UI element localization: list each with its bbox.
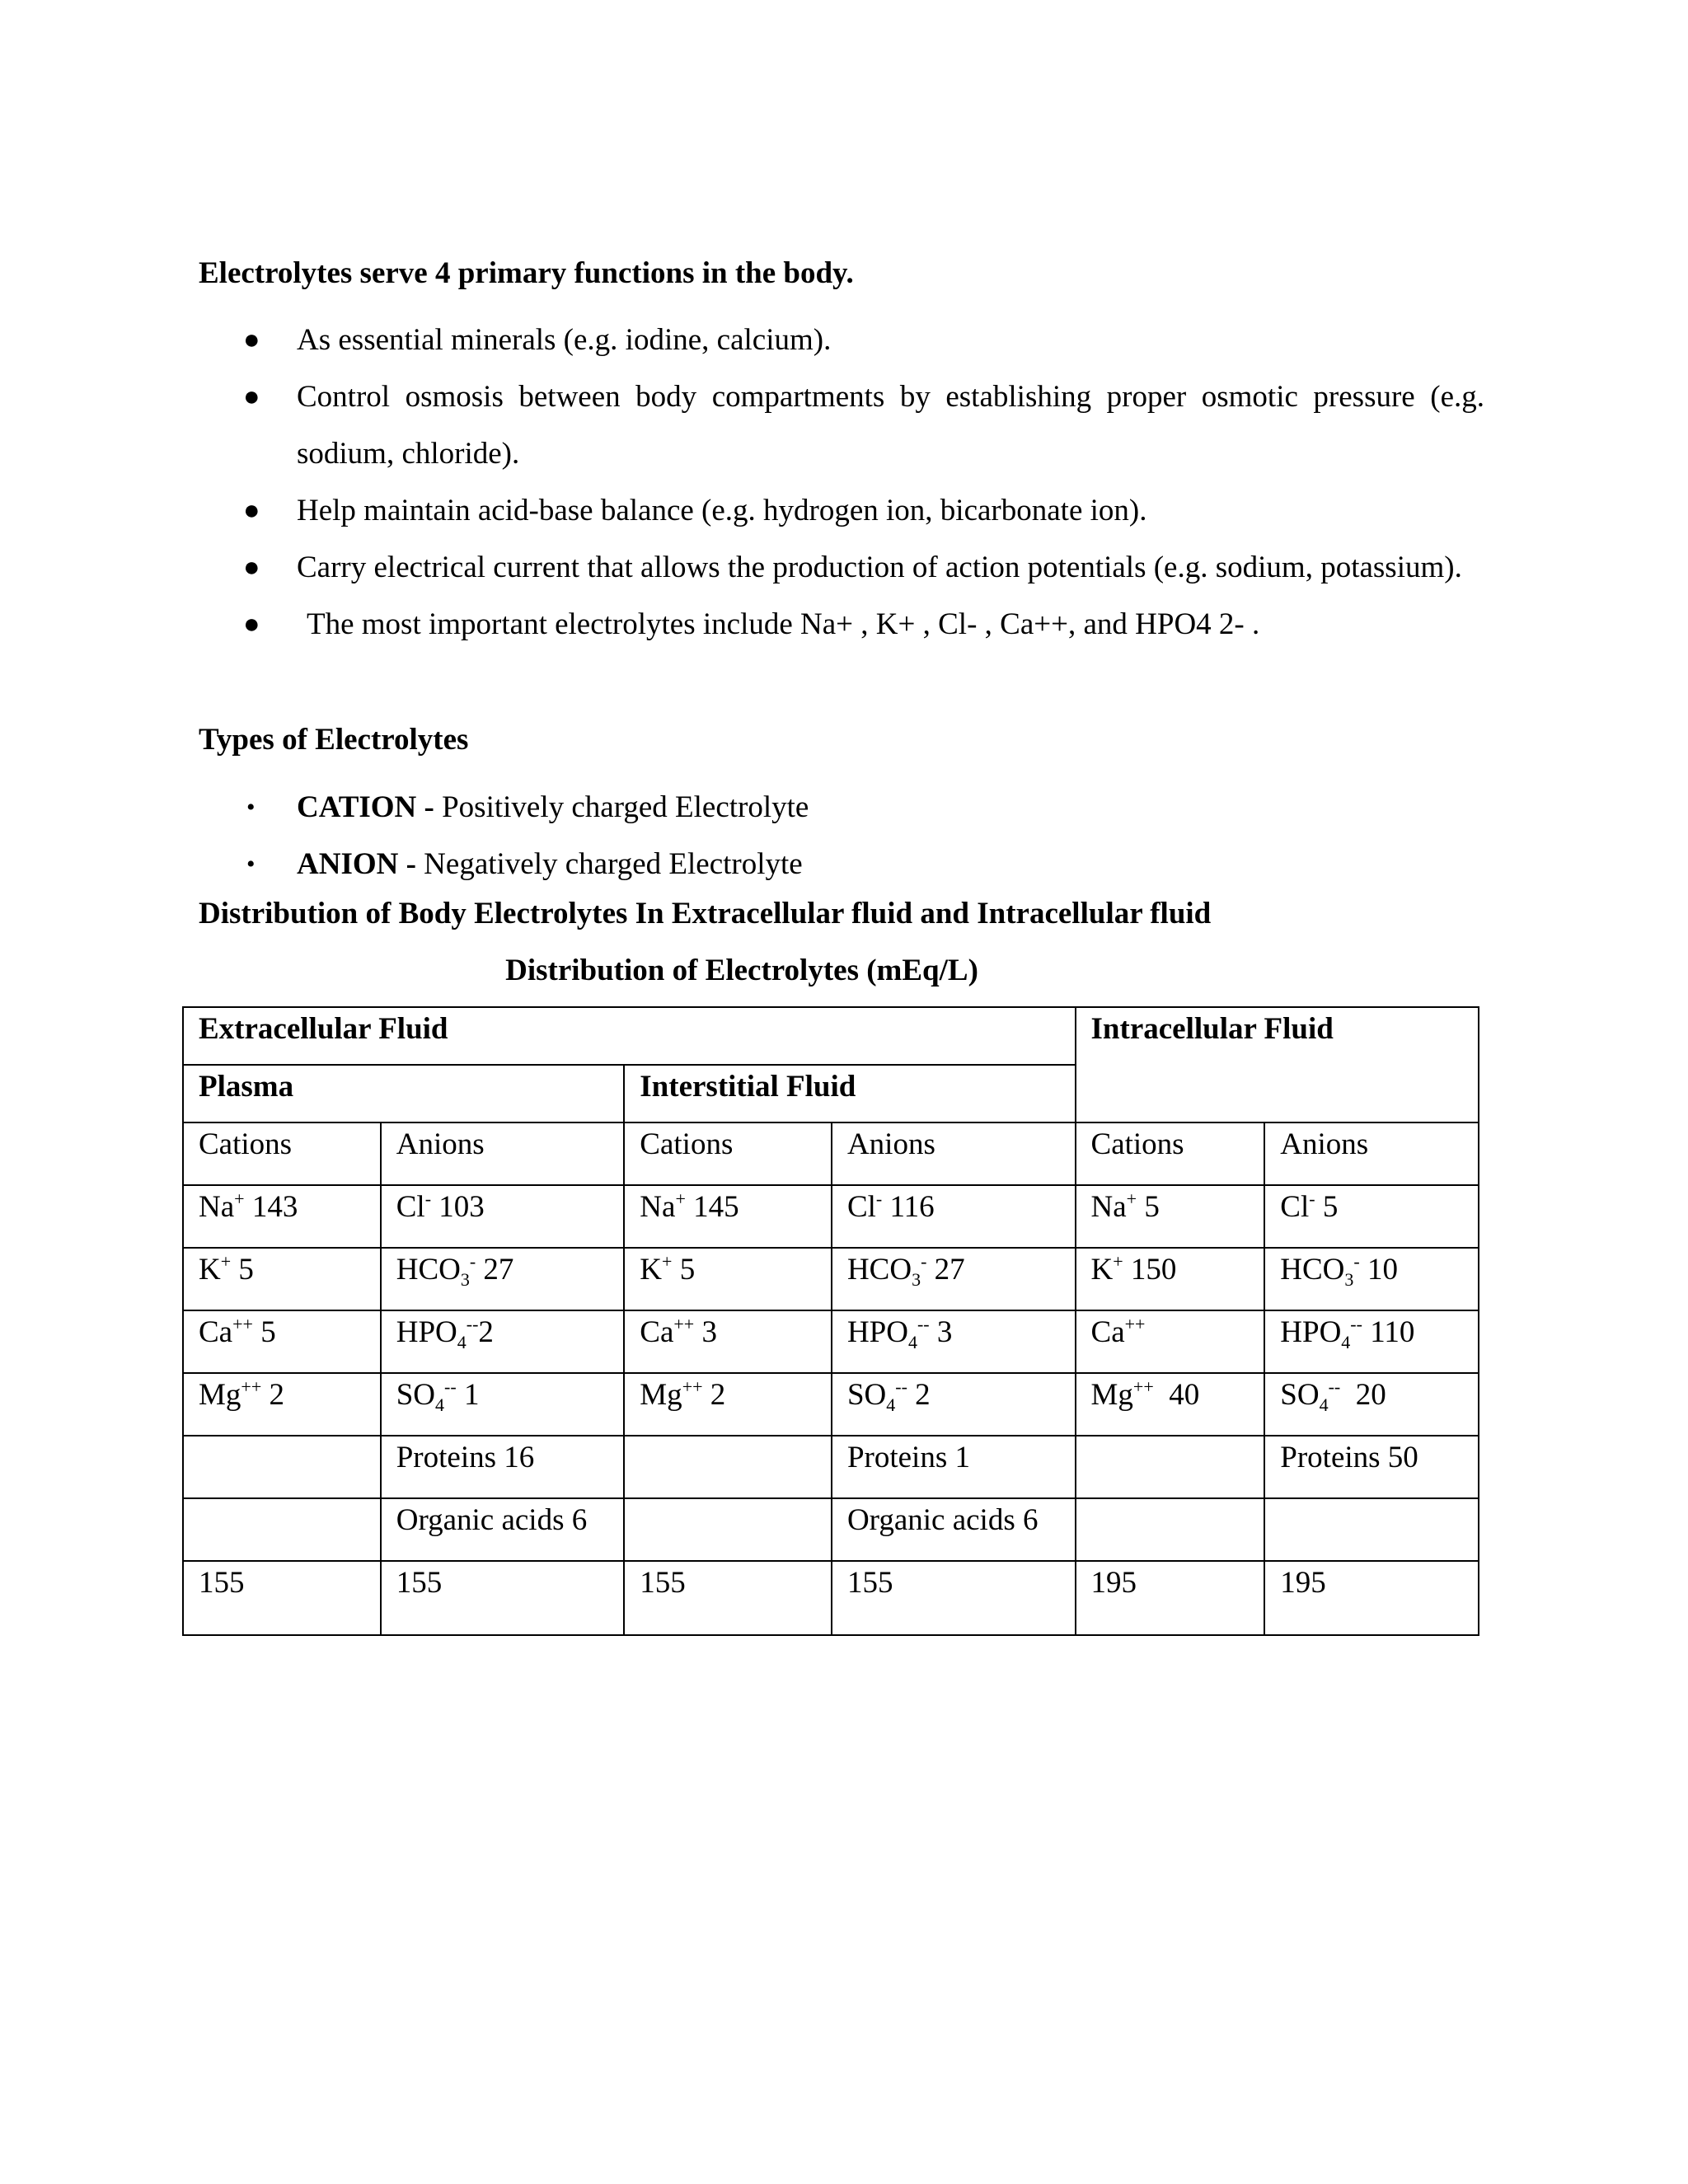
table-cell: Mg++ 2 bbox=[183, 1373, 381, 1436]
column-header: Cations bbox=[183, 1122, 381, 1185]
type-term: CATION - bbox=[297, 790, 434, 824]
total-cell: 195 bbox=[1076, 1561, 1265, 1635]
bullet-icon: ● bbox=[243, 382, 260, 412]
table-row-totals bbox=[183, 1561, 1479, 1635]
table-cell: $SO_4^{--}$ 1 bbox=[381, 1373, 625, 1436]
intracellular-header: Intracellular Fluid bbox=[1076, 1007, 1479, 1122]
table-cell: $HPO_4^{--}$ 3 bbox=[832, 1310, 1076, 1373]
table-cell: Proteins 1 bbox=[832, 1436, 1076, 1498]
extracellular-header: Extracellular Fluid bbox=[183, 1007, 1076, 1065]
table-cell: Ca++ 5 bbox=[183, 1310, 381, 1373]
list-item: ● Help maintain acid-base balance (e.g. hydrogen ion, bicarbonate ion). bbox=[199, 482, 1484, 539]
type-desc: Negatively charged Electrolyte bbox=[415, 847, 803, 881]
bullet-icon: ● bbox=[243, 552, 260, 583]
table-cell bbox=[1076, 1436, 1265, 1498]
heading-types: Types of Electrolytes bbox=[199, 723, 469, 757]
table-cell bbox=[624, 1498, 832, 1561]
list-item: ● As essential minerals (e.g. iodine, calcium). bbox=[199, 312, 1484, 368]
table-cell: Proteins 16 bbox=[381, 1436, 625, 1498]
table-cell: K+ 5 bbox=[183, 1248, 381, 1310]
total-cell: 195 bbox=[1264, 1561, 1479, 1635]
bullet-icon: • bbox=[246, 794, 256, 821]
column-header: Anions bbox=[832, 1122, 1076, 1185]
table-row bbox=[183, 1436, 1479, 1498]
table-row bbox=[183, 1310, 1479, 1373]
plasma-header: Plasma bbox=[183, 1065, 624, 1122]
table-cell: K+ 5 bbox=[624, 1248, 832, 1310]
table-cell bbox=[183, 1498, 381, 1561]
table-row bbox=[183, 1122, 1479, 1185]
table-cell: $HCO_3^-$ 10 bbox=[1264, 1248, 1479, 1310]
table-cell: $SO_4^{--}$ 2 bbox=[832, 1373, 1076, 1436]
list-item-cation bbox=[199, 779, 1484, 836]
functions-list bbox=[199, 312, 1484, 653]
bullet-icon: • bbox=[246, 851, 256, 878]
list-item: ● The most important electrolytes include Na+ , K+ , Cl- , Ca++, and HPO4 2- . bbox=[199, 596, 1484, 653]
table-row bbox=[183, 1498, 1479, 1561]
table-cell: K+ 150 bbox=[1076, 1248, 1265, 1310]
table-cell: Cl- 116 bbox=[832, 1185, 1076, 1248]
column-header: Anions bbox=[1264, 1122, 1479, 1185]
table-cell bbox=[624, 1436, 832, 1498]
bullet-icon: ● bbox=[243, 325, 260, 355]
bullet-icon: ● bbox=[243, 609, 260, 640]
table-cell: Organic acids 6 bbox=[832, 1498, 1076, 1561]
table-cell: Na+ 143 bbox=[183, 1185, 381, 1248]
total-cell: 155 bbox=[183, 1561, 381, 1635]
list-item: ● Control osmosis between body compartments by establishing proper osmotic pressure (e.g. sodium, chloride). bbox=[199, 368, 1484, 482]
table-cell bbox=[1264, 1498, 1479, 1561]
table-row bbox=[183, 1373, 1479, 1436]
total-cell: 155 bbox=[832, 1561, 1076, 1635]
type-term: ANION - bbox=[297, 847, 416, 881]
table-cell: Organic acids 6 bbox=[381, 1498, 625, 1561]
table-row bbox=[183, 1248, 1479, 1310]
table-cell: Mg++ 2 bbox=[624, 1373, 832, 1436]
electrolyte-distribution-table bbox=[182, 1006, 1479, 1636]
table-cell: Ca++ 3 bbox=[624, 1310, 832, 1373]
table-cell: $SO_4^{--}$ 20 bbox=[1264, 1373, 1479, 1436]
table-cell: $HPO_4^{--}2$ bbox=[381, 1310, 625, 1373]
table-cell: Cl- 103 bbox=[381, 1185, 625, 1248]
column-header: Anions bbox=[381, 1122, 625, 1185]
types-list bbox=[199, 779, 1484, 893]
table-row bbox=[183, 1185, 1479, 1248]
table-cell: $HCO_3^-$ 27 bbox=[832, 1248, 1076, 1310]
table-cell: Mg++ 40 bbox=[1076, 1373, 1265, 1436]
column-header: Cations bbox=[1076, 1122, 1265, 1185]
table-cell: $HPO_4^{--}$ 110 bbox=[1264, 1310, 1479, 1373]
table-cell: Na+ 5 bbox=[1076, 1185, 1265, 1248]
heading-distribution: Distribution of Body Electrolytes In Extracellular fluid and Intracellular fluid bbox=[199, 897, 1212, 930]
list-item: ● Carry electrical current that allows the production of action potentials (e.g. sodium, potassium). bbox=[199, 539, 1484, 596]
interstitial-header: Interstitial Fluid bbox=[624, 1065, 1075, 1122]
table-cell bbox=[1076, 1498, 1265, 1561]
table-cell: Ca++ bbox=[1076, 1310, 1265, 1373]
column-header: Cations bbox=[624, 1122, 832, 1185]
total-cell: 155 bbox=[624, 1561, 832, 1635]
type-desc: Positively charged Electrolyte bbox=[434, 790, 809, 824]
list-item-anion bbox=[199, 836, 1484, 893]
table-caption: Distribution of Electrolytes (mEq/L) bbox=[505, 954, 978, 987]
total-cell: 155 bbox=[381, 1561, 625, 1635]
table-row bbox=[183, 1007, 1479, 1065]
table-cell bbox=[183, 1436, 381, 1498]
table-cell: Proteins 50 bbox=[1264, 1436, 1479, 1498]
table-cell: Cl- 5 bbox=[1264, 1185, 1479, 1248]
heading-functions: Electrolytes serve 4 primary functions in the body. bbox=[199, 256, 854, 290]
bullet-icon: ● bbox=[243, 495, 260, 526]
table-cell: $HCO_3^-$ 27 bbox=[381, 1248, 625, 1310]
table-cell: Na+ 145 bbox=[624, 1185, 832, 1248]
